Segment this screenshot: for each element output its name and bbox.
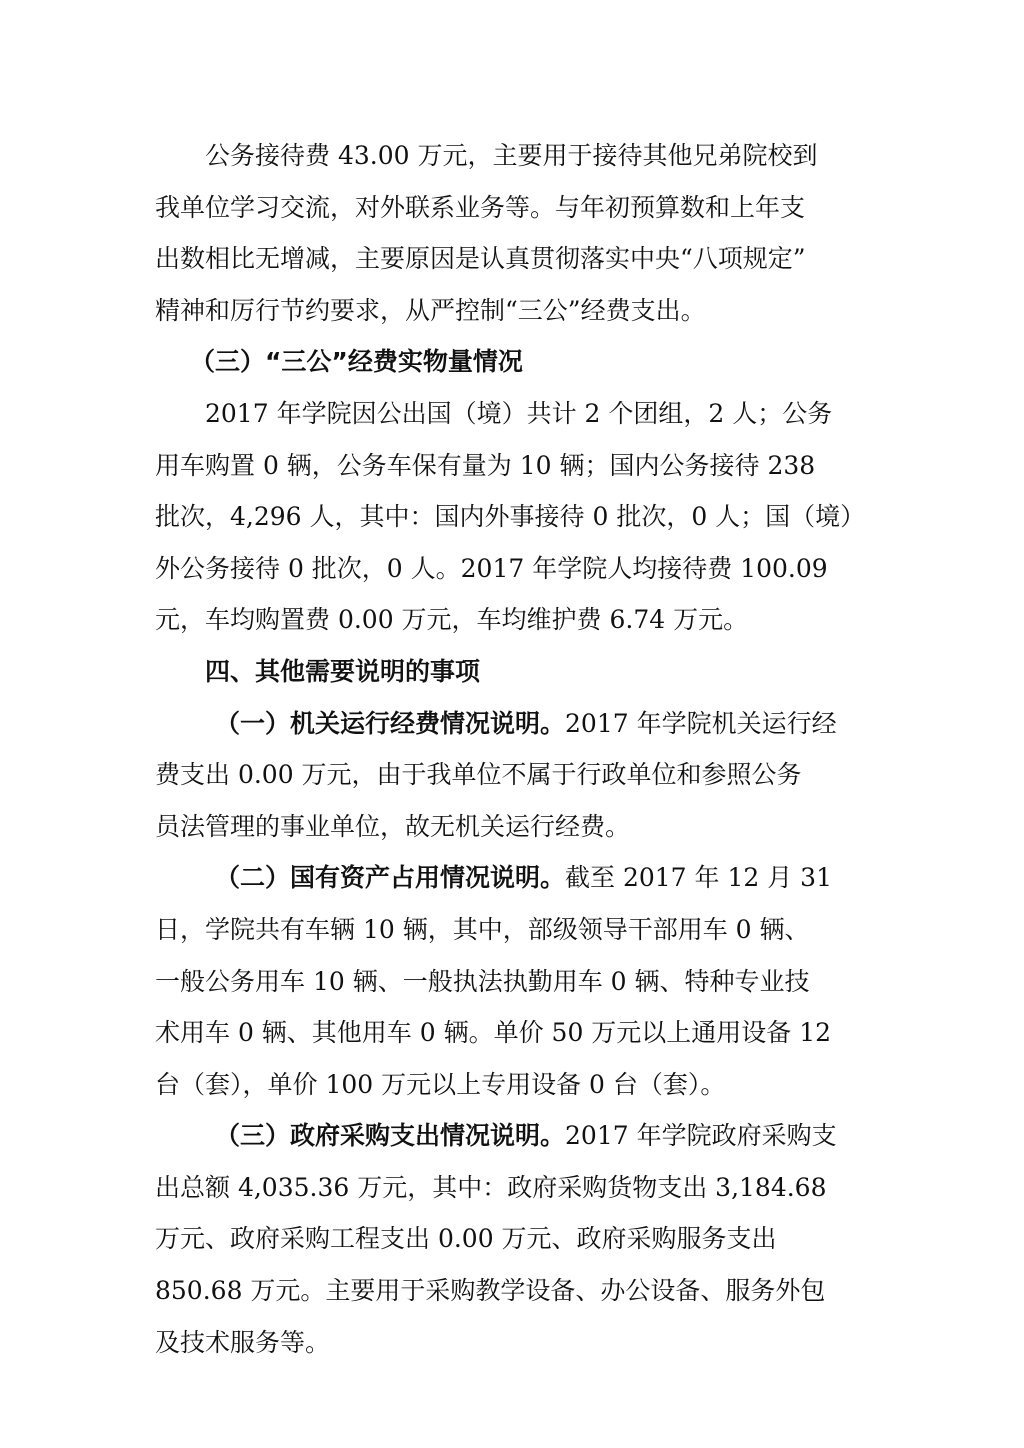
item-lead: （三）政府采购支出情况说明。 — [215, 1121, 566, 1151]
text-line: 公务接待费 43.00 万元，主要用于接待其他兄弟院校到 — [205, 141, 818, 170]
item-lead: （一）机关运行经费情况说明。 — [215, 708, 566, 738]
text-line — [155, 698, 870, 750]
paragraph-physical-quantity — [155, 388, 870, 646]
text-line: 术用车 0 辆、其他用车 0 辆。单价 50 万元以上通用设备 12 — [155, 1018, 832, 1048]
item-state-assets — [155, 852, 870, 1110]
text-line: 元，车均购置费 0.00 万元，车均维护费 6.74 万元。 — [155, 605, 749, 635]
paragraph-hospitality — [155, 130, 870, 336]
text-line: 员法管理的事业单位，故无机关运行经费。 — [155, 811, 631, 841]
text-line — [155, 852, 870, 904]
item-operating-expenses — [155, 698, 870, 853]
text-line: 台（套），单价 100 万元以上专用设备 0 台（套）。 — [155, 1069, 726, 1099]
text-line: 我单位学习交流，对外联系业务等。与年初预算数和上年支 — [155, 192, 806, 222]
text-line: 用车购置 0 辆，公务车保有量为 10 辆；国内公务接待 238 — [155, 450, 816, 480]
item-lead: （二）国有资产占用情况说明。 — [215, 863, 566, 893]
text-line: 出数相比无增减，主要原因是认真贯彻落实中央“八项规定” — [155, 244, 806, 274]
text-line: 及技术服务等。 — [155, 1327, 331, 1357]
text-line: 一般公务用车 10 辆、一般执法执勤用车 0 辆、特种专业技 — [155, 966, 810, 996]
item-text: 截至 2017 年 12 月 31 — [565, 863, 832, 893]
item-text: 2017 年学院政府采购支 — [565, 1121, 837, 1151]
text-line: 精神和厉行节约要求，从严控制“三公”经费支出。 — [155, 295, 706, 325]
section-heading: 四、其他需要说明的事项 — [205, 656, 481, 686]
subsection-heading: （三）“三公”经费实物量情况 — [190, 347, 523, 377]
text-line: 出总额 4,035.36 万元，其中：政府采购货物支出 3,184.68 — [155, 1172, 827, 1202]
text-line: 万元、政府采购工程支出 0.00 万元、政府采购服务支出 — [155, 1224, 777, 1254]
text-line: 批次，4,296 人，其中：国内外事接待 0 批次，0 人；国（境） — [155, 502, 866, 532]
text-line: 日，学院共有车辆 10 辆，其中，部级领导干部用车 0 辆、 — [155, 914, 810, 944]
text-line: 850.68 万元。主要用于采购教学设备、办公设备、服务外包 — [155, 1276, 826, 1306]
item-government-procurement — [155, 1110, 870, 1368]
text-line: 费支出 0.00 万元，由于我单位不属于行政单位和参照公务 — [155, 760, 802, 790]
text-line — [155, 1110, 870, 1162]
text-line: 2017 年学院因公出国（境）共计 2 个团组，2 人；公务 — [205, 398, 833, 428]
text-line: 外公务接待 0 批次，0 人。2017 年学院人均接待费 100.09 — [155, 553, 828, 583]
item-text: 2017 年学院机关运行经 — [565, 708, 837, 738]
document-page — [155, 130, 870, 1368]
